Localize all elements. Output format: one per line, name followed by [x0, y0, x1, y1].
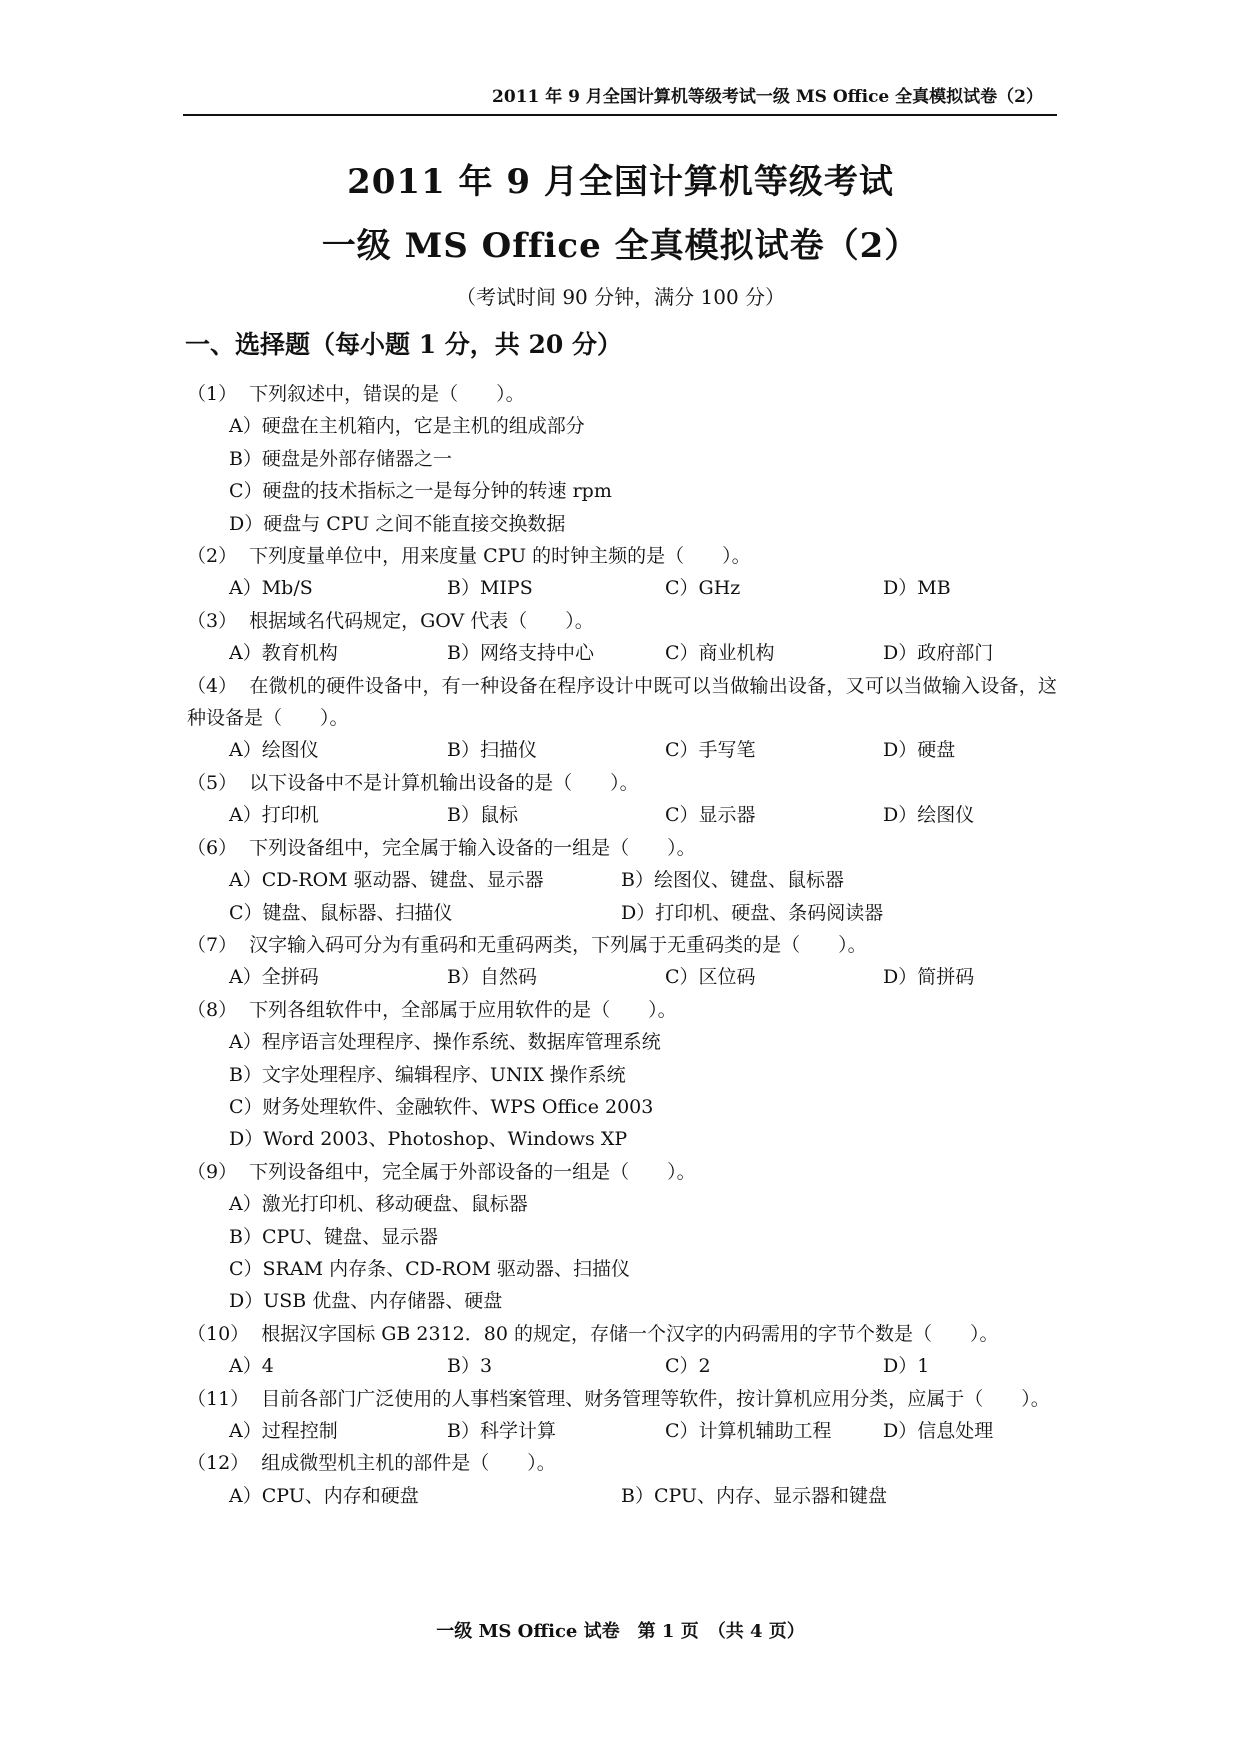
option-b: B）自然码	[447, 966, 537, 989]
option-c: C）计算机辅助工程	[665, 1420, 832, 1442]
question-number: （5）	[187, 771, 238, 794]
question-9	[187, 1156, 1057, 1318]
page-title-line-1: 2011 年 9 月全国计算机等级考试	[347, 162, 894, 202]
option-b: B）CPU、键盘、显示器	[229, 1225, 438, 1248]
question-text: 根据汉字国标 GB 2312．80 的规定，存储一个汉字的内码需用的字节个数是（ ）。	[261, 1322, 999, 1345]
option-d: D）打印机、硬盘、条码阅读器	[621, 901, 884, 924]
question-12	[187, 1447, 1057, 1512]
running-header: 2011 年 9 月全国计算机等级考试一级 MS Office 全真模拟试卷（2）	[492, 87, 1043, 107]
question-text: 下列各组软件中，全部属于应用软件的是（ ）。	[249, 998, 677, 1021]
option-a: A）CPU、内存和硬盘	[229, 1484, 419, 1507]
question-number: （8）	[187, 998, 238, 1021]
header-divider	[183, 114, 1057, 116]
option-b: B）3	[447, 1355, 493, 1378]
option-a: A）CD-ROM 驱动器、键盘、显示器	[229, 869, 544, 892]
question-2	[187, 540, 1057, 605]
question-text: 在微机的硬件设备中，有一种设备在程序设计中既可以当做输出设备，又可以当做输入设备，这种设备是（ ）。	[187, 674, 1057, 730]
question-text: 下列设备组中，完全属于外部设备的一组是（ ）。	[249, 1160, 696, 1183]
page-title-line-2: 一级 MS Office 全真模拟试卷（2）	[321, 226, 920, 266]
question-text: 下列设备组中，完全属于输入设备的一组是（ ）。	[249, 836, 696, 859]
option-d: D）政府部门	[883, 642, 994, 665]
option-row	[187, 799, 1057, 831]
option-d: D）信息处理	[883, 1420, 994, 1442]
question-text: 根据域名代码规定，GOV 代表（ ）。	[249, 609, 594, 632]
option-row	[187, 572, 1057, 604]
question-number: （11）	[187, 1387, 250, 1410]
option-b: B）扫描仪	[447, 739, 537, 762]
question-list	[187, 378, 1057, 1512]
question-text: 以下设备中不是计算机输出设备的是（ ）。	[249, 771, 639, 794]
question-6	[187, 832, 1057, 929]
option-d: D）绘图仪	[883, 804, 975, 827]
option-d: D）1	[883, 1355, 930, 1378]
option-a: A）绘图仪	[229, 739, 319, 762]
question-7	[187, 929, 1057, 994]
option-row	[187, 1350, 1057, 1382]
question-10	[187, 1318, 1057, 1383]
page-footer: 一级 MS Office 试卷 第 1 页 （共 4 页）	[436, 1621, 805, 1642]
option-a: A）Mb/S	[229, 577, 313, 600]
question-number: （12）	[187, 1452, 250, 1475]
option-row	[187, 864, 1057, 896]
option-row	[187, 1480, 1057, 1512]
section-heading: 一、选择题（每小题 1 分，共 20 分）	[185, 330, 623, 359]
option-row	[187, 637, 1057, 669]
question-number: （4）	[187, 674, 238, 697]
option-b: B）鼠标	[447, 804, 518, 827]
option-b: B）MIPS	[447, 577, 533, 600]
option-c: C）硬盘的技术指标之一是每分钟的转速 rpm	[229, 480, 612, 503]
option-a: A）全拼码	[229, 966, 319, 989]
option-d: D）硬盘	[883, 739, 956, 762]
option-row	[187, 734, 1057, 766]
question-1	[187, 378, 1057, 540]
option-a: A）教育机构	[229, 642, 338, 665]
question-number: （9）	[187, 1160, 238, 1183]
option-b: B）科学计算	[447, 1420, 556, 1442]
option-c: C）手写笔	[665, 739, 756, 762]
question-3	[187, 605, 1057, 670]
option-row	[187, 897, 1057, 929]
option-c: C）GHz	[665, 577, 741, 600]
question-number: （7）	[187, 933, 238, 956]
option-a: A）打印机	[229, 804, 319, 827]
option-d: D）Word 2003、Photoshop、Windows XP	[229, 1128, 628, 1151]
option-b: B）网络支持中心	[447, 642, 594, 665]
question-5	[187, 767, 1057, 832]
option-c: C）2	[665, 1355, 711, 1378]
option-c: C）区位码	[665, 966, 756, 989]
option-c: C）显示器	[665, 804, 756, 827]
question-number: （2）	[187, 545, 238, 568]
option-a: A）激光打印机、移动硬盘、鼠标器	[229, 1193, 528, 1216]
option-c: C）商业机构	[665, 642, 775, 665]
question-number: （10）	[187, 1322, 250, 1345]
question-number: （6）	[187, 836, 238, 859]
option-a: A）程序语言处理程序、操作系统、数据库管理系统	[229, 1031, 661, 1054]
option-c: C）财务处理软件、金融软件、WPS Office 2003	[229, 1095, 654, 1118]
option-a: A）4	[229, 1355, 274, 1378]
question-text: 下列度量单位中，用来度量 CPU 的时钟主频的是（ ）。	[249, 545, 751, 568]
option-c: C）键盘、鼠标器、扫描仪	[229, 901, 453, 924]
question-8	[187, 994, 1057, 1156]
option-d: D）硬盘与 CPU 之间不能直接交换数据	[229, 512, 566, 535]
option-b: B）绘图仪、键盘、鼠标器	[621, 869, 844, 892]
option-row	[187, 1415, 1057, 1447]
option-b: B）CPU、内存、显示器和键盘	[621, 1484, 887, 1507]
option-row	[187, 961, 1057, 993]
option-b: B）硬盘是外部存储器之一	[229, 447, 452, 470]
question-text: 目前各部门广泛使用的人事档案管理、财务管理等软件，按计算机应用分类，应属于（ ）。	[261, 1387, 1050, 1410]
question-number: （3）	[187, 609, 238, 632]
exam-subtitle: （考试时间 90 分钟，满分 100 分）	[455, 285, 786, 309]
question-text: 汉字输入码可分为有重码和无重码两类，下列属于无重码类的是（ ）。	[249, 933, 867, 956]
question-text: 组成微型机主机的部件是（ ）。	[261, 1452, 556, 1475]
option-d: D）MB	[883, 577, 951, 600]
question-text: 下列叙述中，错误的是（ ）。	[249, 383, 525, 405]
question-4	[187, 670, 1057, 767]
question-11	[187, 1383, 1057, 1448]
option-c: C）SRAM 内存条、CD-ROM 驱动器、扫描仪	[229, 1257, 630, 1280]
option-a: A）过程控制	[229, 1420, 338, 1442]
option-d: D）简拼码	[883, 966, 975, 989]
question-number: （1）	[187, 383, 238, 405]
option-d: D）USB 优盘、内存储器、硬盘	[229, 1290, 503, 1313]
option-a: A）硬盘在主机箱内，它是主机的组成部分	[229, 415, 585, 438]
option-b: B）文字处理程序、编辑程序、UNIX 操作系统	[229, 1063, 626, 1086]
